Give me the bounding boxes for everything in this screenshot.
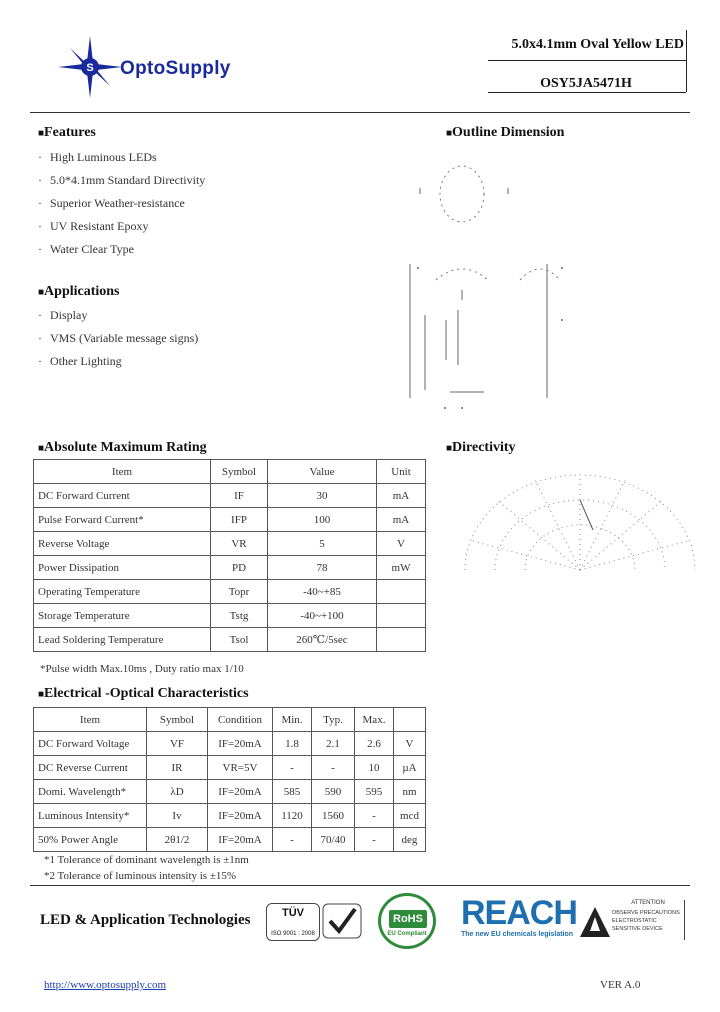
column-header: Symbol: [147, 708, 208, 732]
reach-label: REACH: [461, 894, 577, 932]
table-row: [34, 484, 426, 508]
table-row: [34, 732, 426, 756]
svg-text:S: S: [86, 62, 94, 74]
table-cell: Topr: [211, 580, 268, 604]
table-cell: -: [273, 828, 312, 852]
table-cell: 595: [355, 780, 394, 804]
table-cell: mW: [377, 556, 426, 580]
table-row: [34, 580, 426, 604]
column-header: [394, 708, 426, 732]
abs-max-note: *Pulse width Max.10ms , Duty ratio max 1/10: [40, 663, 244, 675]
table-cell: mA: [377, 508, 426, 532]
table-row: [34, 556, 426, 580]
iso-label: ISO 9001 : 2008: [271, 931, 315, 937]
table-cell: 2.1: [312, 732, 355, 756]
table-cell: -40~+85: [268, 580, 377, 604]
rohs-label: RoHS: [389, 910, 427, 928]
table-cell: mcd: [394, 804, 426, 828]
esd-warning-icon: [578, 905, 612, 939]
header-divider: [488, 92, 686, 93]
table-cell: Operating Temperature: [34, 580, 211, 604]
table-cell: Iv: [147, 804, 208, 828]
table-cell: -: [355, 804, 394, 828]
table-cell: VR=5V: [208, 756, 273, 780]
outline-dimension-drawing: [400, 160, 590, 420]
table-cell: Domi. Wavelength*: [34, 780, 147, 804]
column-header: Typ.: [312, 708, 355, 732]
table-cell: DC Forward Current: [34, 484, 211, 508]
table-cell: 100: [268, 508, 377, 532]
table-cell: PD: [211, 556, 268, 580]
table-cell: 1120: [273, 804, 312, 828]
table-cell: VR: [211, 532, 268, 556]
directivity-polar-diagram: [455, 470, 705, 580]
column-header: Value: [268, 460, 377, 484]
table-row: [34, 780, 426, 804]
list-item: · Water Clear Type: [38, 242, 134, 256]
version-label: VER A.0: [600, 979, 641, 991]
table-header-row: [34, 460, 426, 484]
certification-check-icon: [322, 903, 362, 939]
applications-heading: ■Applications: [38, 284, 120, 299]
table-cell: 30: [268, 484, 377, 508]
table-cell: 10: [355, 756, 394, 780]
table-cell: 260℃/5sec: [268, 628, 377, 652]
optosupply-logo-icon: [58, 36, 122, 98]
eo-table: [33, 707, 426, 852]
table-cell: VF: [147, 732, 208, 756]
tuv-label: TÜV: [282, 907, 304, 919]
table-cell: 590: [312, 780, 355, 804]
table-cell: deg: [394, 828, 426, 852]
column-header: Unit: [377, 460, 426, 484]
table-cell: -: [355, 828, 394, 852]
table-cell: V: [394, 732, 426, 756]
table-cell: 70/40: [312, 828, 355, 852]
table-cell: Reverse Voltage: [34, 532, 211, 556]
table-cell: 1.8: [273, 732, 312, 756]
outline-heading: ■Outline Dimension: [446, 125, 565, 140]
table-cell: 2.6: [355, 732, 394, 756]
table-cell: Tsol: [211, 628, 268, 652]
table-cell: -: [273, 756, 312, 780]
table-cell: Tstg: [211, 604, 268, 628]
reach-sub-label: The new EU chemicals legislation: [461, 931, 574, 938]
eo-note: *1 Tolerance of dominant wavelength is ±1nm: [44, 854, 249, 866]
table-cell: Lead Soldering Temperature: [34, 628, 211, 652]
table-row: [34, 532, 426, 556]
table-cell: IFP: [211, 508, 268, 532]
table-row: [34, 756, 426, 780]
brand-name: OptoSupply: [120, 58, 231, 79]
table-cell: [377, 580, 426, 604]
attention-sub-label: OBSERVE PRECAUTIONS ELECTROSTATIC SENSITIVE DEVICE: [612, 910, 680, 932]
reach-badge: [461, 894, 577, 945]
abs-max-table: [33, 459, 426, 652]
table-cell: 78: [268, 556, 377, 580]
attention-label: ATTENTION: [631, 900, 665, 906]
tuv-badge: [266, 903, 320, 941]
table-cell: IF: [211, 484, 268, 508]
list-item: · VMS (Variable message signs): [38, 331, 199, 345]
table-row: [34, 828, 426, 852]
table-cell: Power Dissipation: [34, 556, 211, 580]
eo-note: *2 Tolerance of luminous intensity is ±15%: [44, 870, 237, 882]
table-cell: Luminous Intensity*: [34, 804, 147, 828]
list-item: · Superior Weather-resistance: [38, 196, 185, 210]
table-cell: IR: [147, 756, 208, 780]
list-item: · Display: [38, 308, 88, 322]
table-row: [34, 508, 426, 532]
table-cell: Storage Temperature: [34, 604, 211, 628]
table-cell: [377, 604, 426, 628]
footer-rule: [30, 885, 690, 886]
table-cell: -40~+100: [268, 604, 377, 628]
table-cell: IF=20mA: [208, 804, 273, 828]
header-vertical-divider: [686, 30, 687, 92]
table-row: [34, 604, 426, 628]
abs-max-heading: ■Absolute Maximum Rating: [38, 440, 207, 455]
rohs-sub-label: EU Compliant: [387, 931, 427, 937]
features-heading: ■Features: [38, 125, 96, 140]
table-cell: IF=20mA: [208, 732, 273, 756]
list-item: · Other Lighting: [38, 354, 122, 368]
table-row: [34, 628, 426, 652]
list-item: · 5.0*4.1mm Standard Directivity: [38, 173, 206, 187]
table-cell: λD: [147, 780, 208, 804]
esd-notice: [612, 900, 685, 940]
header-divider: [488, 60, 686, 61]
table-cell: 2θ1/2: [147, 828, 208, 852]
column-header: Item: [34, 460, 211, 484]
table-cell: mA: [377, 484, 426, 508]
table-cell: nm: [394, 780, 426, 804]
footer-title: LED & Application Technologies: [40, 912, 251, 928]
part-number: OSY5JA5471H: [540, 76, 632, 91]
table-cell: -: [312, 756, 355, 780]
list-item: · UV Resistant Epoxy: [38, 219, 149, 233]
table-cell: µA: [394, 756, 426, 780]
rohs-badge: [378, 893, 436, 949]
column-header: Max.: [355, 708, 394, 732]
table-cell: Pulse Forward Current*: [34, 508, 211, 532]
table-header-row: [34, 708, 426, 732]
table-cell: IF=20mA: [208, 828, 273, 852]
table-cell: V: [377, 532, 426, 556]
table-cell: [377, 628, 426, 652]
page-title: 5.0x4.1mm Oval Yellow LED: [511, 37, 684, 52]
eo-heading: ■Electrical -Optical Characteristics: [38, 686, 249, 701]
table-row: [34, 804, 426, 828]
column-header: Symbol: [211, 460, 268, 484]
column-header: Min.: [273, 708, 312, 732]
column-header: Condition: [208, 708, 273, 732]
column-header: Item: [34, 708, 147, 732]
table-cell: 5: [268, 532, 377, 556]
top-rule: [30, 112, 690, 113]
directivity-heading: ■Directivity: [446, 440, 516, 455]
table-cell: DC Reverse Current: [34, 756, 147, 780]
website-link[interactable]: http://www.optosupply.com: [44, 979, 167, 991]
table-cell: DC Forward Voltage: [34, 732, 147, 756]
table-cell: 585: [273, 780, 312, 804]
table-cell: 50% Power Angle: [34, 828, 147, 852]
list-item: · High Luminous LEDs: [38, 150, 157, 164]
table-cell: IF=20mA: [208, 780, 273, 804]
table-cell: 1560: [312, 804, 355, 828]
